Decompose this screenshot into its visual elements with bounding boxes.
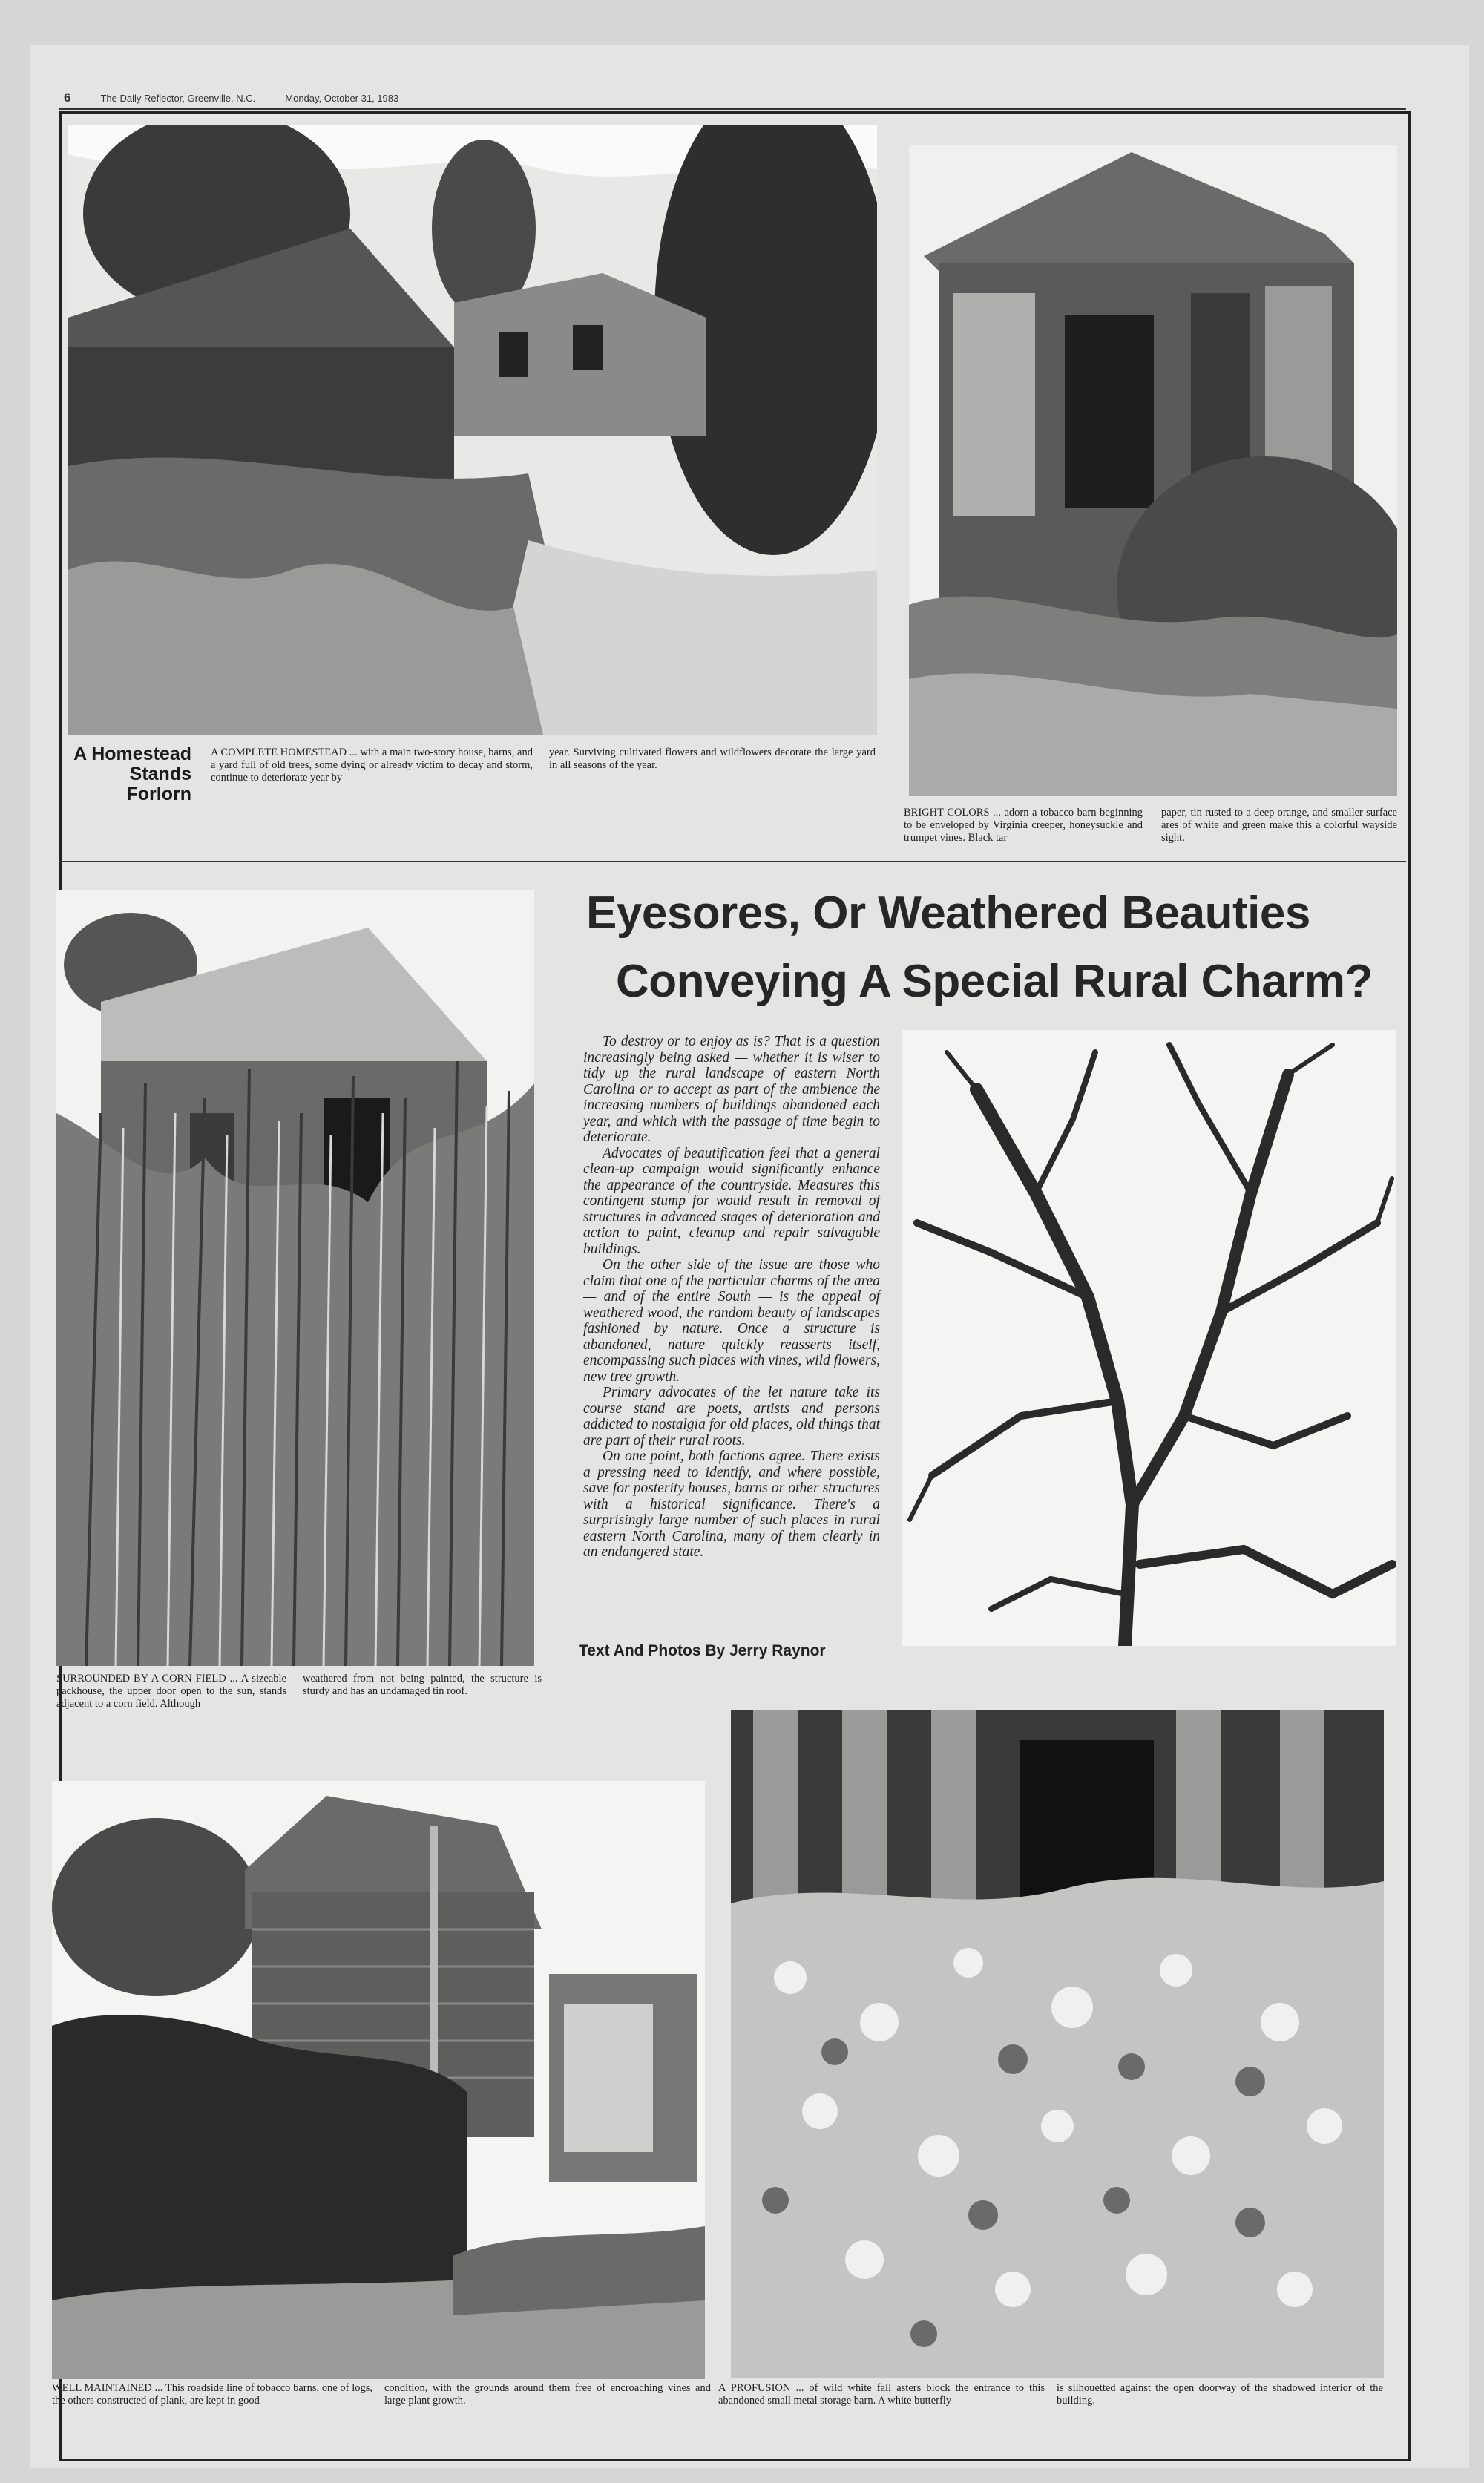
article-body: [583, 1034, 880, 1561]
header-rule: [59, 108, 1406, 110]
headline-line2: Conveying A Special Rural Charm?: [616, 956, 1373, 1007]
article-paragraph: On the other side of the issue are those who claim that one of the particular charms of the area — and of the entire South — is the appeal of weathered wood, the random beauty of landscapes fashioned by nature. Once a structure is abandoned, nature quickly reasserts itself, encompassing such places with vines, wild flowers, new tree growth.: [583, 1257, 880, 1385]
publication-date: Monday, October 31, 1983: [285, 93, 399, 104]
homestead-caption-col2: year. Surviving cultivated flowers and wildflowers decorate the large yard in all seasons of the year.: [549, 747, 876, 771]
corn-field-photo: [56, 890, 534, 1666]
well-maintained-caption-col2: condition, with the grounds around them free of encroaching vines and large plant growth.: [384, 2382, 711, 2407]
corn-field-caption-col2: weathered from not being painted, the structure is sturdy and has an undamaged tin roof.: [303, 1673, 542, 1697]
homestead-title-line1: A Homestead: [73, 744, 191, 764]
homestead-title-line2: Stands Forlorn: [126, 764, 191, 804]
corn-field-caption-col1: SURROUNDED BY A CORN FIELD ... A sizeable packhouse, the upper door open to the sun, stands adjacent to a corn field. Although: [56, 1673, 286, 1710]
bright-colors-caption-col2: paper, tin rusted to a deep orange, and smaller surface ares of white and green make this a colorful wayside sight.: [1161, 807, 1397, 844]
page-number: 6: [64, 91, 71, 105]
asters-barn-photo: [731, 1710, 1384, 2378]
dead-tree-photo: [902, 1030, 1396, 1646]
section-rule: [59, 861, 1406, 862]
article-paragraph: To destroy or to enjoy as is? That is a question increasingly being asked — whether it is wiser to tidy up the rural landscape of eastern North Carolina or to accept as part of the ambience the increasing numbers of buildings abandoned each year, and which with the passage of time begin to deteriorate.: [583, 1034, 880, 1145]
homestead-photo: [68, 125, 877, 735]
bright-colors-caption-col1: BRIGHT COLORS ... adorn a tobacco barn beginning to be enveloped by Virginia creeper, honeysuckle and trumpet vines. Black tar: [904, 807, 1143, 844]
profusion-caption-col1: A PROFUSION ... of wild white fall asters block the entrance to this abandoned small metal storage barn. A white butterfly: [718, 2382, 1045, 2407]
byline: Text And Photos By Jerry Raynor: [579, 1642, 826, 1659]
profusion-caption-col2: is silhouetted against the open doorway of the shadowed interior of the building.: [1057, 2382, 1383, 2407]
headline-line1: Eyesores, Or Weathered Beauties: [586, 888, 1310, 939]
article-paragraph: Primary advocates of the let nature take its course stand are poets, artists and persons addicted to nostalgia for old places, old things that are part of their rural roots.: [583, 1385, 880, 1449]
article-paragraph: Advocates of beautification feel that a general clean-up campaign would significantly enhance the appearance of the countryside. Measures this contingent stump for would result in removal of structures in advanced stages of deterioration and action to paint, cleanup and repair salvagable buildings.: [583, 1145, 880, 1257]
article-paragraph: On one point, both factions agree. There exists a pressing need to identify, and where possible, save for posterity houses, barns or other structures with a historical significance. There's a surprisingly large number of such places in rural eastern North Carolina, many of them clearly in an endangered state.: [583, 1449, 880, 1560]
page-header: [64, 91, 398, 107]
tobacco-barns-photo: [52, 1781, 705, 2379]
well-maintained-caption-col1: WELL MAINTAINED ... This roadside line of tobacco barns, one of logs, the others constructed of plank, are kept in good: [52, 2382, 372, 2407]
homestead-caption-title: [68, 744, 191, 804]
tobacco-barn-photo: [909, 145, 1397, 796]
homestead-caption-col1: A COMPLETE HOMESTEAD ... with a main two-story house, barns, and a yard full of old trees, some dying or already victim to decay and storm, continue to deteriorate year by: [211, 747, 533, 784]
publication-name: The Daily Reflector, Greenville, N.C.: [100, 93, 256, 104]
